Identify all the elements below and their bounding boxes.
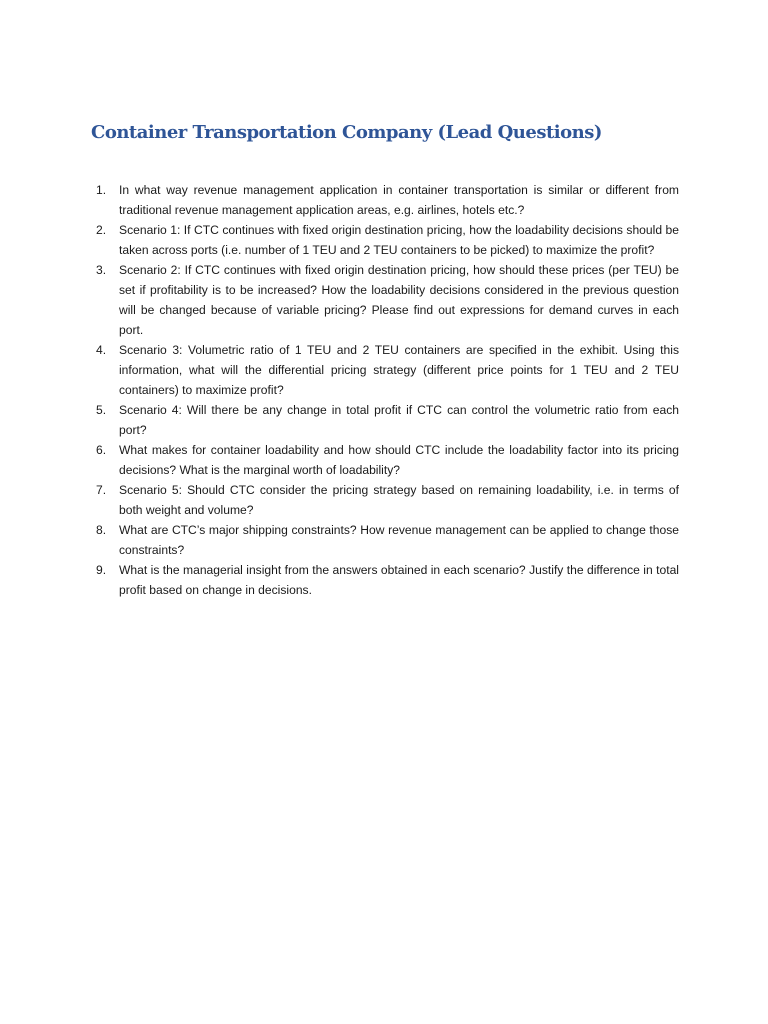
question-number: 9. [96,563,107,577]
question-item-5 [93,400,679,440]
question-text: What is the managerial insight from the answers obtained in each scenario? Justify the difference in total profit based on change in decisions. [119,563,679,597]
document-title: Container Transportation Company (Lead Questions) [91,122,602,143]
question-text: Scenario 1: If CTC continues with fixed origin destination pricing, how the loadability decisions should be taken across ports (i.e. number of 1 TEU and 2 TEU containers to be picked) to maximize the profit? [119,223,679,257]
question-text: Scenario 5: Should CTC consider the pricing strategy based on remaining loadability, i.e. in terms of both weight and volume? [119,483,679,517]
question-number: 3. [96,263,107,277]
question-item-7 [93,480,679,520]
question-number: 8. [96,523,107,537]
question-text: Scenario 2: If CTC continues with fixed origin destination pricing, how should these prices (per TEU) be set if profitability is to be increased? How the loadability decisions considered in the previous question will be changed because of variable pricing? Please find out expressions for demand curves in each port. [119,263,679,337]
question-item-9 [93,560,679,600]
question-number: 5. [96,403,107,417]
question-number: 2. [96,223,107,237]
question-item-4 [93,340,679,400]
question-text: In what way revenue management application in container transportation is similar or different from traditional revenue management application areas, e.g. airlines, hotels etc.? [119,183,679,217]
question-item-3 [93,260,679,340]
question-item-1 [93,180,679,220]
question-list [93,180,679,600]
question-item-6 [93,440,679,480]
question-number: 7. [96,483,107,497]
question-number: 1. [96,183,107,197]
question-text: Scenario 4: Will there be any change in total profit if CTC can control the volumetric ratio from each port? [119,403,679,437]
question-item-2 [93,220,679,260]
question-text: Scenario 3: Volumetric ratio of 1 TEU and 2 TEU containers are specified in the exhibit. Using this information, what will the differential pricing strategy (different price points for 1 TEU and 2 TEU containers) to maximize profit? [119,343,679,397]
question-text: What are CTC’s major shipping constraints? How revenue management can be applied to change those constraints? [119,523,679,557]
question-item-8 [93,520,679,560]
question-number: 4. [96,343,107,357]
question-text: What makes for container loadability and how should CTC include the loadability factor into its pricing decisions? What is the marginal worth of loadability? [119,443,679,477]
question-number: 6. [96,443,107,457]
